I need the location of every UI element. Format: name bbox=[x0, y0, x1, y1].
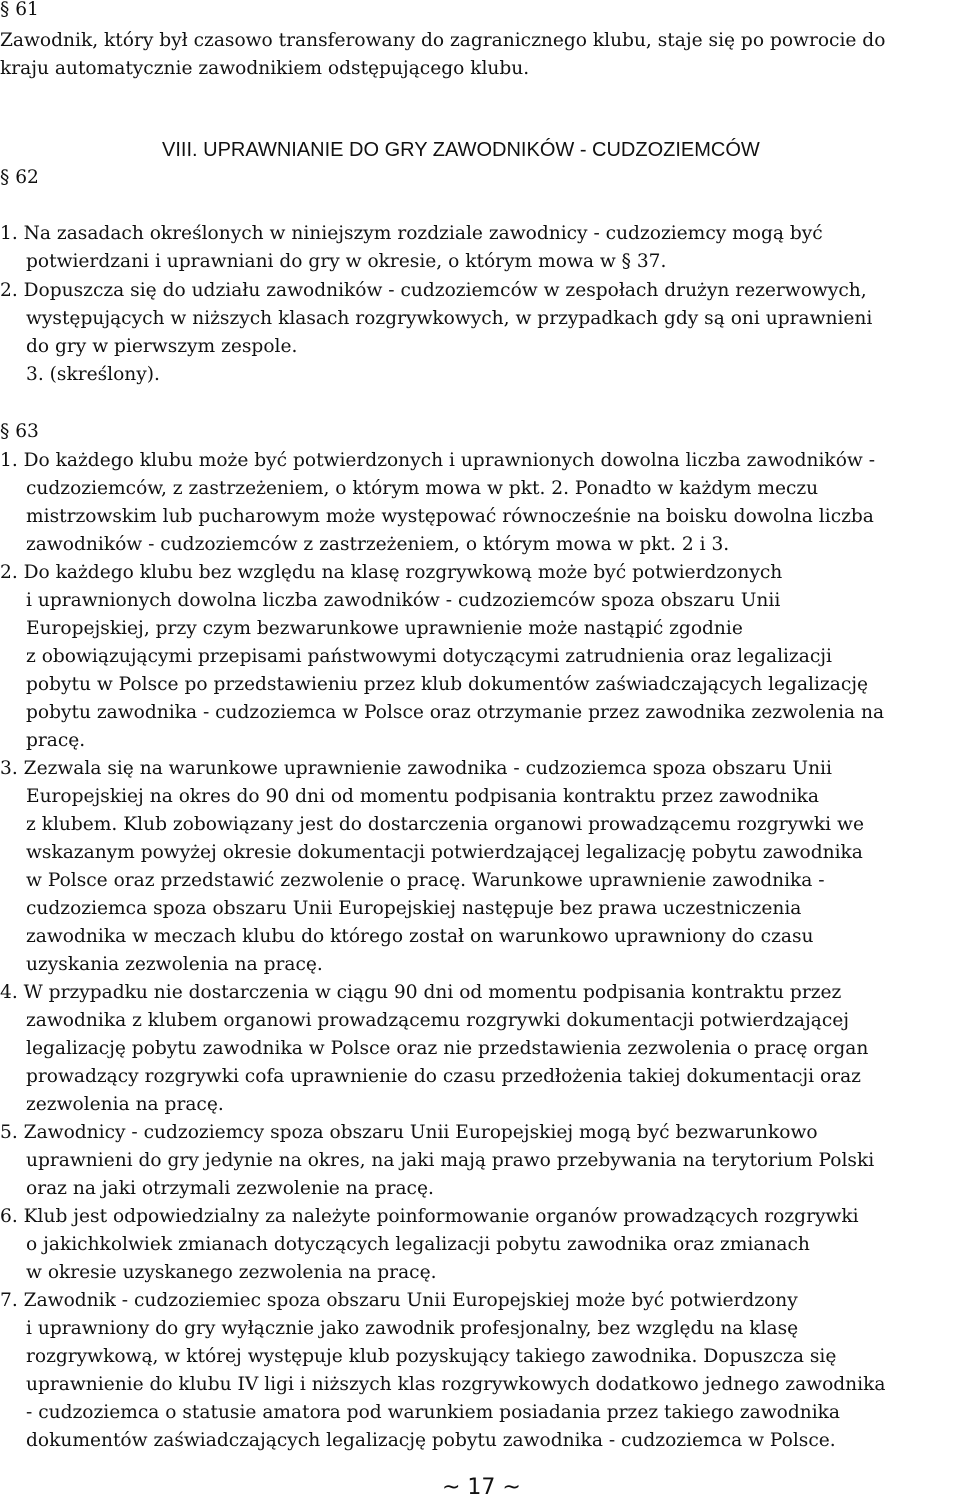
text-line: prowadzący rozgrywki cofa uprawnienie do czasu przedłożenia takiej dokumentacji oraz bbox=[26, 1066, 861, 1087]
text-line: zawodników - cudzoziemców z zastrzeżeniem, o którym mowa w pkt. 2 i 3. bbox=[26, 534, 730, 555]
text-line: w okresie uzyskanego zezwolenia na pracę. bbox=[26, 1262, 437, 1283]
paragraph-number: § 63 bbox=[0, 421, 39, 442]
text-line: pracę. bbox=[26, 730, 86, 751]
text-line: cudzoziemca spoza obszaru Unii Europejskiej następuje bez prawa uczestniczenia bbox=[26, 898, 802, 919]
text-line: zawodnika z klubem organowi prowadzącemu rozgrywki dokumentacji potwierdzającej bbox=[26, 1010, 850, 1031]
text-line: zezwolenia na pracę. bbox=[26, 1094, 224, 1115]
text-line: z klubem. Klub zobowiązany jest do dostarczenia organowi prowadzącemu rozgrywki we bbox=[26, 814, 864, 835]
text-line: potwierdzani i uprawniani do gry w okresie, o którym mowa w § 37. bbox=[26, 251, 667, 272]
paragraph-number: § 61 bbox=[0, 0, 39, 20]
text-line: pobytu zawodnika - cudzoziemca w Polsce oraz otrzymanie przez zawodnika zezwolenia na bbox=[26, 702, 885, 723]
text-line: zawodnika w meczach klubu do którego został on warunkowo uprawniony do czasu bbox=[26, 926, 814, 947]
text-line: do gry w pierwszym zespole. bbox=[26, 336, 298, 357]
text-line: w Polsce oraz przedstawić zezwolenie o pracę. Warunkowe uprawnienie zawodnika - bbox=[26, 870, 825, 891]
text-line: Europejskiej, przy czym bezwarunkowe uprawnienie może nastąpić zgodnie bbox=[26, 618, 743, 639]
text-line: pobytu w Polsce po przedstawieniu przez klub dokumentów zaświadczających legalizację bbox=[26, 674, 869, 695]
text-line: 1. Do każdego klubu może być potwierdzonych i uprawnionych dowolna liczba zawodników - bbox=[0, 450, 875, 471]
text-line: 4. W przypadku nie dostarczenia w ciągu 90 dni od momentu podpisania kontraktu przez bbox=[0, 982, 842, 1003]
text-line: 5. Zawodnicy - cudzoziemcy spoza obszaru Unii Europejskiej mogą być bezwarunkowo bbox=[0, 1122, 818, 1143]
page-number: ~ 17 ~ bbox=[442, 1475, 521, 1500]
text-line: mistrzowskim lub pucharowym może występować równocześnie na boisku dowolna liczba bbox=[26, 506, 874, 527]
text-line: 2. Dopuszcza się do udziału zawodników - cudzoziemców w zespołach drużyn rezerwowych, bbox=[0, 280, 867, 301]
text-line: i uprawniony do gry wyłącznie jako zawodnik profesjonalny, bez względu na klasę bbox=[26, 1318, 799, 1339]
section-heading: VIII. UPRAWNIANIE DO GRY ZAWODNIKÓW - CUDZOZIEMCÓW bbox=[162, 139, 760, 161]
text-line: 3. Zezwala się na warunkowe uprawnienie zawodnika - cudzoziemca spoza obszaru Unii bbox=[0, 758, 832, 779]
text-line: Zawodnik, który był czasowo transferowany do zagranicznego klubu, staje się po powrocie do bbox=[0, 30, 886, 51]
text-line: występujących w niższych klasach rozgrywkowych, w przypadkach gdy są oni uprawnieni bbox=[26, 308, 873, 329]
text-line: 1. Na zasadach określonych w niniejszym rozdziale zawodnicy - cudzoziemcy mogą być bbox=[0, 223, 823, 244]
text-line: z obowiązującymi przepisami państwowymi dotyczącymi zatrudnienia oraz legalizacji bbox=[26, 646, 832, 667]
text-line: uprawnieni do gry jedynie na okres, na jaki mają prawo przebywania na terytorium Polski bbox=[26, 1150, 875, 1171]
paragraph-number: § 62 bbox=[0, 167, 39, 188]
text-line: cudzoziemców, z zastrzeżeniem, o którym mowa w pkt. 2. Ponadto w każdym meczu bbox=[26, 478, 819, 499]
text-line: uzyskania zezwolenia na pracę. bbox=[26, 954, 323, 975]
text-line: dokumentów zaświadczających legalizację pobytu zawodnika - cudzoziemca w Polsce. bbox=[26, 1430, 836, 1451]
text-line: rozgrywkową, w której występuje klub pozyskujący takiego zawodnika. Dopuszcza się bbox=[26, 1346, 837, 1367]
text-line: wskazanym powyżej okresie dokumentacji potwierdzającej legalizację pobytu zawodnika bbox=[26, 842, 863, 863]
text-line: 3. (skreślony). bbox=[26, 364, 160, 385]
text-line: o jakichkolwiek zmianach dotyczących legalizacji pobytu zawodnika oraz zmianach bbox=[26, 1234, 810, 1255]
text-line: 2. Do każdego klubu bez względu na klasę rozgrywkową może być potwierdzonych bbox=[0, 562, 783, 583]
text-line: oraz na jaki otrzymali zezwolenie na pracę. bbox=[26, 1178, 434, 1199]
text-line: i uprawnionych dowolna liczba zawodników - cudzoziemców spoza obszaru Unii bbox=[26, 590, 781, 611]
text-line: legalizację pobytu zawodnika w Polsce oraz nie przedstawienia zezwolenia o pracę organ bbox=[26, 1038, 869, 1059]
text-line: uprawnienie do klubu IV ligi i niższych klas rozgrywkowych dodatkowo jednego zawodnika bbox=[26, 1374, 886, 1395]
text-line: Europejskiej na okres do 90 dni od momentu podpisania kontraktu przez zawodnika bbox=[26, 786, 819, 807]
text-line: kraju automatycznie zawodnikiem odstępującego klubu. bbox=[0, 58, 530, 79]
text-line: - cudzoziemca o statusie amatora pod warunkiem posiadania przez takiego zawodnika bbox=[26, 1402, 841, 1423]
text-line: 7. Zawodnik - cudzoziemiec spoza obszaru Unii Europejskiej może być potwierdzony bbox=[0, 1290, 798, 1311]
text-line: 6. Klub jest odpowiedzialny za należyte poinformowanie organów prowadzących rozgrywki bbox=[0, 1206, 859, 1227]
